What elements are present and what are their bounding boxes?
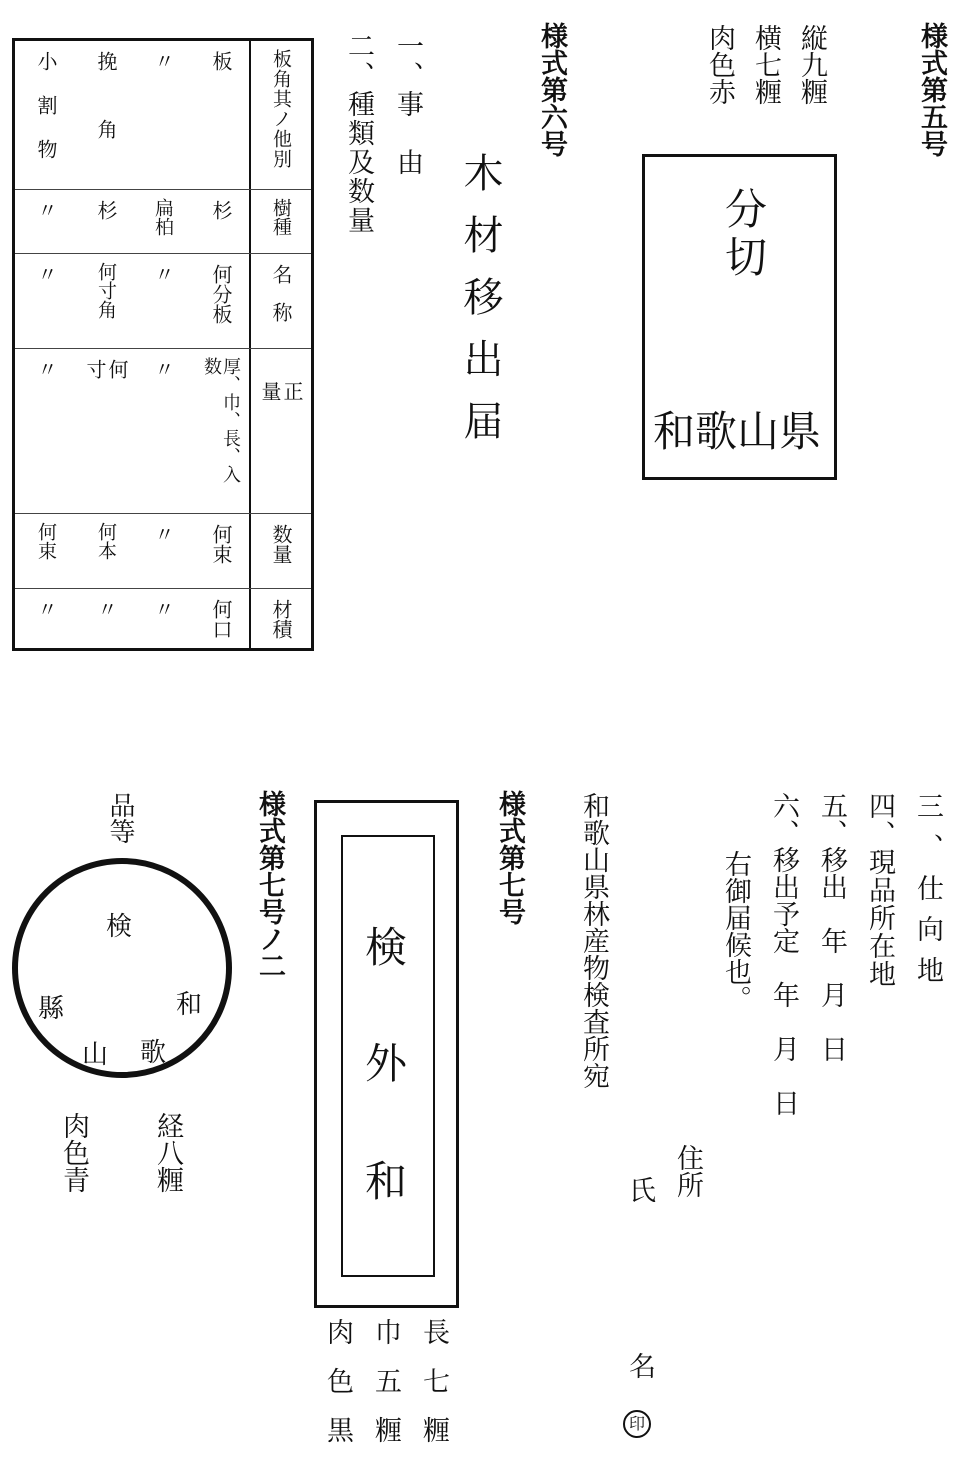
form7-ink-color: 肉色黒 (322, 1318, 353, 1465)
form7-2-title: 様式第七号ノ二 (254, 790, 285, 979)
circle-center-char: 検 (106, 912, 133, 942)
seal-mark: 印 (623, 1410, 651, 1438)
form6-closing: 右御届候也。 (720, 850, 751, 1012)
form5-stamp-top-text: 分切 (719, 187, 768, 283)
table-header-cell: 名称 (251, 253, 311, 349)
form6-item-3: 三、仕向地 (912, 792, 943, 997)
form6-heading: 木材移出届 (457, 152, 503, 462)
form6-item-5: 五、移出 年 月 日 (816, 792, 847, 1062)
table-header-cell: 樹種 (251, 189, 311, 254)
table-header-cell: 材積 (251, 588, 311, 652)
form7-stamp-top-text: 検 (365, 923, 408, 972)
circle-char-ka: 歌 (140, 1038, 167, 1068)
form5-ink-color: 肉色赤 (704, 24, 735, 105)
form7-2-ink-color: 肉色青 (58, 1112, 89, 1193)
table-header-cell: 数量 (251, 513, 311, 589)
circle-char-yama: 山 (82, 1040, 109, 1070)
form5-title: 様式第五号 (916, 22, 947, 157)
form7-2-circle-stamp (12, 858, 232, 1078)
form6-address-label: 住所 (672, 1144, 703, 1198)
table-row: 〃 扁柏 〃 〃 〃 〃 (135, 41, 191, 648)
table-header-cell: 正量 (251, 348, 311, 514)
table-row: 板 杉 何分板 厚、巾、長、入数 何束 何口 (191, 41, 251, 648)
form5-stamp-bottom-text: 和歌山県 (653, 407, 822, 456)
form7-stamp-bottom-text: 和 (365, 1157, 408, 1206)
circle-char-wa: 和 (176, 990, 203, 1020)
form5-stamp-box (642, 154, 837, 480)
form7-title: 様式第七号 (494, 790, 525, 925)
form7-dim-width: 巾五糎 (370, 1318, 401, 1465)
form6-item-2: 二、種類及数量 (343, 32, 374, 235)
form6-addressee: 和歌山県林産物検査所宛 (578, 792, 609, 1089)
form7-stamp-mid-text: 外 (365, 1039, 408, 1088)
form6-item-6: 六、移出予定 年 月 日 (768, 792, 799, 1116)
circle-char-ken: 縣 (38, 994, 65, 1024)
form5-dim-width: 横七糎 (750, 24, 781, 105)
form7-2-grade-label: 品等 (105, 792, 135, 844)
form6-item-4: 四、現品所在地 (864, 792, 895, 988)
form6-name-label-2: 名 (624, 1352, 655, 1379)
table-row: 小割物 〃 〃 〃 何束 〃 (15, 41, 77, 648)
table-row: 挽角 杉 何寸角 何寸 何本 〃 (77, 41, 135, 648)
form6-item-1: 一、事 由 (392, 32, 423, 177)
form7-2-dim-diameter: 経八糎 (152, 1112, 183, 1193)
form6-title: 様式第六号 (536, 22, 567, 157)
form7-stamp-outer-box (314, 800, 459, 1308)
table-header-column (249, 41, 311, 648)
form7-dim-length: 長七糎 (418, 1318, 449, 1465)
table-header-cell: 板角其ノ他別 (270, 49, 292, 169)
form5-dim-height: 縦九糎 (796, 24, 827, 105)
form6-name-label-1: 氏 (624, 1176, 655, 1203)
form6-table (12, 38, 314, 651)
